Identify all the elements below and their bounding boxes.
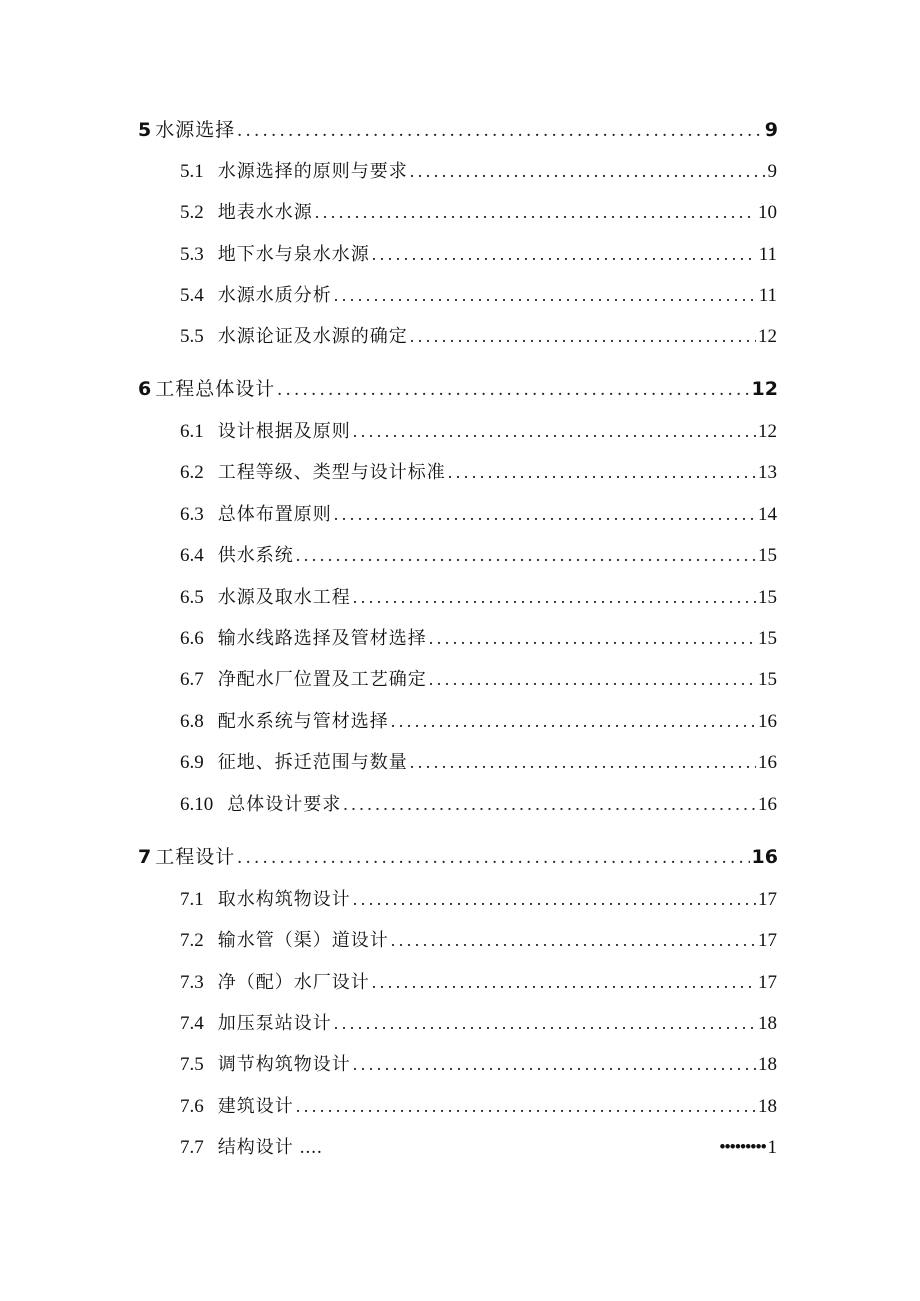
section-title: 水源选择的原则与要求 [217,161,408,182]
section-title: 设计根据及原则 [217,421,351,442]
toc-entry-6-1[interactable] [180,417,777,445]
chapter-title: 水源选择 [155,119,236,141]
dot-leader [237,117,763,144]
section-title: 结构设计 [217,1137,294,1158]
page-number: 10 [758,202,777,223]
toc-entry-6-3[interactable] [180,500,777,528]
toc-entry-6-7[interactable] [180,665,777,693]
section-number: 6.6 [180,628,204,649]
page-number: 12 [758,421,777,442]
section-title: 净（配）水厂设计 [217,972,370,993]
toc-entry-7-5[interactable] [180,1050,777,1078]
page-number: 16 [758,794,777,815]
section-number: 5.3 [180,244,204,265]
page-number: 18 [758,1013,777,1034]
page-number: 15 [758,669,777,690]
toc-entry-7-3[interactable] [180,968,777,996]
toc-entry-7-1[interactable] [180,885,777,913]
section-title: 总体布置原则 [217,504,332,525]
section-title: 地表水水源 [217,202,313,223]
page-number: 11 [758,285,777,306]
toc-entry-5-4[interactable] [180,281,777,309]
toc-entry-7-2[interactable] [180,926,777,954]
section-title: 工程等级、类型与设计标准 [217,462,446,483]
section-number: 6.9 [180,752,204,773]
page-number: 15 [758,545,777,566]
page-number: 18 [758,1096,777,1117]
section-title: 总体设计要求 [227,794,342,815]
section-title: 配水系统与管材选择 [217,711,389,732]
dot-leader [410,748,756,776]
dot-leader [353,1050,756,1078]
dot-leader [391,707,756,735]
section-title: 征地、拆迁范围与数量 [217,752,408,773]
dot-leader [334,500,756,528]
page-number: 1 [767,1137,777,1158]
section-number: 6.4 [180,545,204,566]
section-number: 7.1 [180,889,204,910]
toc-entry-7-6[interactable] [180,1092,777,1120]
page-number: 17 [758,889,777,910]
toc-entry-7-4[interactable] [180,1009,777,1037]
dot-leader [410,157,766,185]
dot-leader [296,541,756,569]
section-number: 7.7 [180,1137,204,1158]
page-number: 11 [758,244,777,265]
page-number: 12 [758,326,777,347]
section-number: 6.10 [180,794,214,815]
toc-chapter-5[interactable] [138,116,778,144]
chapter-number: 7 [138,846,152,868]
chapter-title: 工程设计 [155,846,236,868]
dot-leader [296,1092,756,1120]
page-number: 16 [751,846,778,868]
page-number: 15 [758,587,777,608]
dot-leader [429,624,756,652]
page-number: 12 [751,378,778,400]
dot-leader [277,376,749,403]
page-number: 9 [767,161,777,182]
toc-entry-6-5[interactable] [180,583,777,611]
page-number: 13 [758,462,777,483]
section-number: 7.6 [180,1096,204,1117]
chapter-number: 6 [138,378,152,400]
dot-leader [334,281,757,309]
section-title: 水源水质分析 [217,285,332,306]
page-number: 17 [758,930,777,951]
dot-leader [372,240,757,268]
section-number: 7.5 [180,1054,204,1075]
section-number: 6.2 [180,462,204,483]
section-number: 6.7 [180,669,204,690]
section-number: 6.5 [180,587,204,608]
section-number: 7.4 [180,1013,204,1034]
dot-leader-fragment: .... [299,1137,323,1158]
dot-leader [353,885,756,913]
chapter-title: 工程总体设计 [155,378,276,400]
dot-leader [391,926,756,954]
section-title: 加压泵站设计 [217,1013,332,1034]
toc-chapter-6[interactable] [138,375,778,403]
section-title: 净配水厂位置及工艺确定 [217,669,427,690]
toc-entry-6-6[interactable] [180,624,777,652]
page-number: 17 [758,972,777,993]
section-title: 输水管（渠）道设计 [217,930,389,951]
section-title: 取水构筑物设计 [217,889,351,910]
page-number: 18 [758,1054,777,1075]
dot-leader [315,198,756,226]
dot-leader [334,1009,756,1037]
section-title: 水源及取水工程 [217,587,351,608]
section-number: 6.1 [180,421,204,442]
section-number: 5.5 [180,326,204,347]
section-title: 供水系统 [217,545,294,566]
page-number: 16 [758,752,777,773]
section-title: 输水线路选择及管材选择 [217,628,427,649]
toc-entry-6-9[interactable] [180,748,777,776]
page-number: 15 [758,628,777,649]
section-title: 地下水与泉水水源 [217,244,370,265]
toc-entry-6-8[interactable] [180,707,777,735]
section-number: 5.4 [180,285,204,306]
section-number: 6.8 [180,711,204,732]
toc-entry-5-1[interactable] [180,157,777,185]
dot-leader [372,968,756,996]
bullet-leader: ••••••••• [719,1137,766,1158]
toc-entry-7-7[interactable] [180,1134,777,1162]
section-title: 建筑设计 [217,1096,294,1117]
dot-leader [448,458,756,486]
toc-chapter-7[interactable] [138,843,778,871]
section-number: 7.3 [180,972,204,993]
section-number: 7.2 [180,930,204,951]
section-number: 6.3 [180,504,204,525]
dot-leader [343,790,756,818]
section-title: 水源论证及水源的确定 [217,326,408,347]
page-number: 9 [764,119,778,141]
section-number: 5.1 [180,161,204,182]
dot-leader [237,844,749,871]
dot-leader [353,583,756,611]
dot-leader [353,417,756,445]
toc-entry-6-10[interactable] [180,790,777,818]
toc-entry-6-2[interactable] [180,458,777,486]
dot-leader [410,322,756,350]
dot-leader [429,665,756,693]
page-number: 14 [758,504,777,525]
toc-entry-5-2[interactable] [180,198,777,226]
toc-entry-5-3[interactable] [180,240,777,268]
page-number: 16 [758,711,777,732]
toc-entry-6-4[interactable] [180,541,777,569]
section-title: 调节构筑物设计 [217,1054,351,1075]
toc-entry-5-5[interactable] [180,322,777,350]
section-number: 5.2 [180,202,204,223]
chapter-number: 5 [138,119,152,141]
